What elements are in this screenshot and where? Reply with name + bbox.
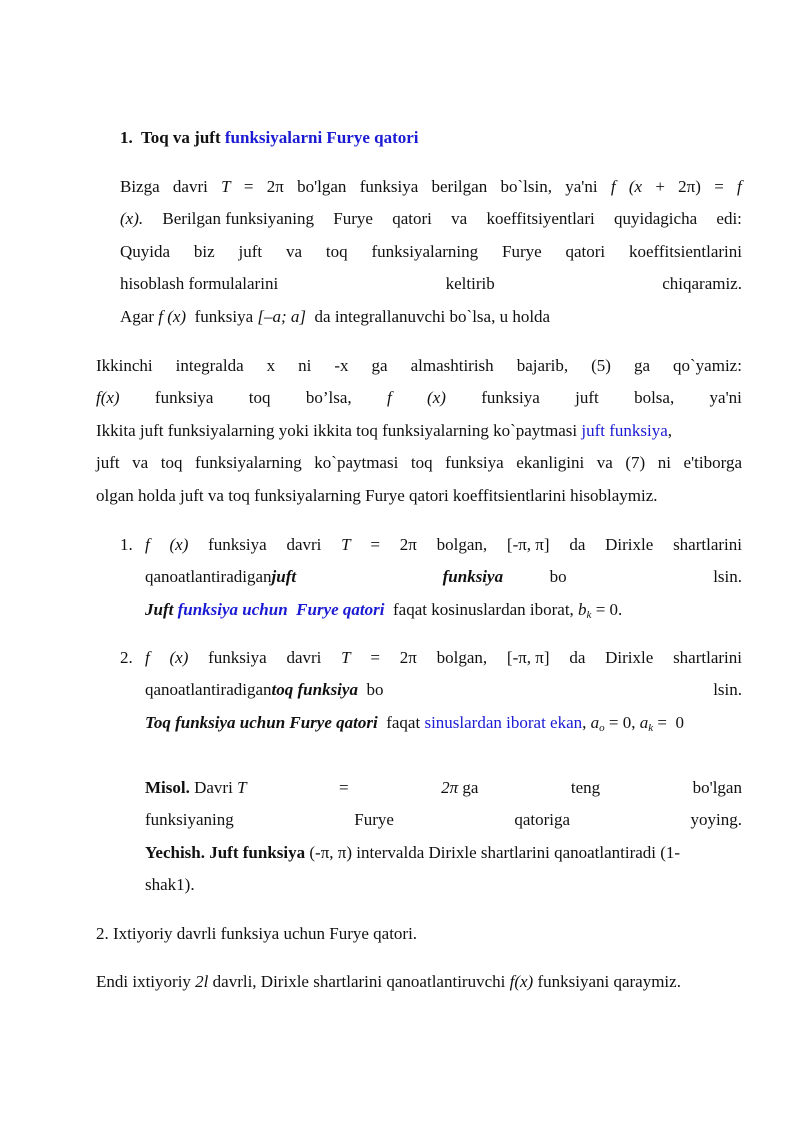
word: edi: (716, 209, 742, 228)
word: funksiya (154, 388, 214, 407)
word: koeffitsientlarini (629, 242, 742, 261)
word: da (569, 535, 586, 554)
heading-number: 1. (120, 128, 133, 147)
word: toq (160, 453, 183, 472)
p1-line-5 (120, 307, 550, 327)
word: ni (657, 453, 671, 472)
word: funksiya (297, 680, 358, 699)
word: juft (271, 567, 297, 586)
word: = (339, 778, 349, 797)
word: ko`paytmasi (314, 453, 399, 472)
word: davri (286, 648, 322, 667)
item-2-line-1 (145, 648, 742, 668)
section-1-heading (120, 128, 419, 148)
word: e'tiborga (683, 453, 742, 472)
p2-line-5 (96, 486, 658, 506)
p1-line-4 (120, 274, 742, 294)
list-number: 2. (120, 648, 133, 667)
word: 2π (399, 648, 417, 667)
word: (x (628, 177, 643, 196)
text: = (657, 713, 667, 732)
word: toq (410, 453, 433, 472)
p2-line-4 (96, 453, 742, 473)
list-number: 1. (120, 535, 133, 554)
section-2-heading (96, 924, 417, 944)
heading-link[interactable]: funksiyalarni Furye qatori (224, 128, 419, 147)
word: shartlarini (673, 648, 742, 667)
juft-funksiya-link[interactable]: juft funksiya (581, 421, 668, 440)
item-2-line-2 (145, 680, 742, 700)
word: ga (371, 356, 388, 375)
heading-black: Toq va juft (140, 128, 221, 147)
word: juft (96, 453, 120, 472)
text: (-π, π) intervalda Dirixle shartlarini qanoatlantiradi (1- (309, 843, 681, 862)
word: ya'ni (565, 177, 598, 196)
word: f (386, 388, 392, 407)
word: bolsa, (634, 388, 675, 407)
text: Toq funksiya uchun Furye qatori (145, 713, 378, 732)
word: qatoriga (514, 810, 571, 829)
misol-line-3 (145, 843, 680, 863)
word: toq (271, 680, 294, 699)
item-2-number (120, 648, 133, 668)
word: [–a; a] (257, 307, 307, 326)
text: 0 (675, 713, 684, 732)
word: yoying. (690, 810, 742, 829)
word: f (x) (158, 307, 187, 326)
comma: , (667, 421, 673, 440)
word: bo'lgan (692, 778, 742, 797)
word: + (655, 177, 665, 196)
text: olgan holda juft va toq funksiyalarning Furye qatori koeffitsientlarini hisoblaymiz. (96, 486, 658, 505)
word: funksiya (445, 453, 504, 472)
word: T (221, 177, 231, 196)
word: Juft (145, 600, 174, 619)
subscript: o (599, 722, 605, 734)
word: va (451, 209, 468, 228)
section-2-paragraph (96, 972, 681, 992)
word: (x) (169, 535, 189, 554)
word: bo (366, 680, 384, 699)
word: almashtirish (410, 356, 494, 375)
p2-line-1 (96, 356, 742, 376)
blue-text[interactable]: sinuslardan iborat ekan (424, 713, 583, 732)
word: f (610, 177, 616, 196)
word: funksiya (208, 648, 267, 667)
word: koeffitsiyentlari (486, 209, 595, 228)
word: berilgan (431, 177, 488, 196)
misol-line-1 (145, 778, 742, 798)
word: lsin. (713, 680, 742, 699)
word: f(x) (96, 388, 120, 407)
word: bolgan, (436, 535, 488, 554)
word: qatori (565, 242, 606, 261)
var: 2l (195, 972, 209, 991)
word: funksiya (208, 535, 267, 554)
word: funksiya (442, 567, 504, 586)
word: bo'lgan (297, 177, 347, 196)
word: T (341, 648, 351, 667)
text: Ikkita juft funksiyalarning yoki ikkita toq funksiyalarning ko`paytmasi (96, 421, 578, 440)
word: teng (570, 778, 601, 797)
yechish-label: Yechish. Juft funksiya (145, 843, 306, 862)
word: qanoatlantiradigan (145, 680, 272, 699)
word: biz (193, 242, 215, 261)
word: Dirixle (605, 648, 654, 667)
word: (7) (625, 453, 646, 472)
word: f (145, 648, 150, 667)
word: T (341, 535, 351, 554)
word: Dirixle (605, 535, 654, 554)
misol-line-2 (145, 810, 742, 830)
word: -x (334, 356, 349, 375)
word: [-π, π] (506, 535, 550, 554)
item-1-line-2 (145, 567, 742, 587)
word: shartlarini (673, 535, 742, 554)
item-1-line-3 (145, 600, 622, 620)
word: bolgan, (436, 648, 488, 667)
word: Agar (120, 307, 154, 326)
comma: , (582, 713, 587, 732)
word: Davri (194, 778, 233, 797)
word: lsin. (713, 567, 742, 586)
word: da integrallanuvchi bo`lsa, u holda (314, 307, 551, 326)
word: ga (462, 778, 479, 797)
word: va (132, 453, 149, 472)
word: va (285, 242, 303, 261)
word: qanoatlantiradigan (145, 567, 272, 586)
word: Furye (354, 810, 394, 829)
word: Furye (501, 242, 542, 261)
word: (5) (591, 356, 611, 375)
word: ekanligini (516, 453, 585, 472)
word: funksiya (359, 177, 419, 196)
item-2-line-3 (145, 713, 684, 733)
word: bajarib, (516, 356, 569, 375)
p1-line-2 (120, 209, 742, 229)
word: juft (575, 388, 599, 407)
word: 2π) (678, 177, 701, 196)
text: faqat kosinuslardan iborat, (392, 600, 574, 619)
var: f(x) (509, 972, 534, 991)
text: funksiyani qaraymiz. (537, 972, 681, 991)
word: Bizga (120, 177, 160, 196)
heading-text: 2. Ixtiyoriy davrli funksiya uchun Furye qatori. (96, 924, 418, 943)
text: = 0, (608, 713, 636, 732)
word: (x) (169, 648, 189, 667)
word: ga (633, 356, 651, 375)
word: = (714, 177, 724, 196)
word: keltirib (445, 274, 495, 293)
word: Quyida (120, 242, 171, 261)
word: davri (286, 535, 322, 554)
p2-line-2 (96, 388, 742, 408)
blue-text[interactable]: funksiya uchun (177, 600, 288, 619)
misol-line-4 (145, 875, 195, 895)
word: f (145, 535, 150, 554)
subscript: k (586, 609, 592, 621)
text: davrli, Dirixle shartlarini qanoatlantiruvchi (212, 972, 506, 991)
blue-text[interactable]: Furye qatori (296, 600, 385, 619)
text: = 0. (595, 600, 623, 619)
p1-line-1 (120, 177, 742, 197)
word: = (243, 177, 254, 196)
word: chiqaramiz. (662, 274, 742, 293)
word: davri (172, 177, 208, 196)
word: 2π (266, 177, 284, 196)
var: a (590, 713, 600, 732)
word: qo`yamiz: (673, 356, 742, 375)
word: (x) (427, 388, 446, 407)
word: funksiyalarning (371, 242, 479, 261)
word: funksiyaning (145, 810, 234, 829)
word: = (370, 535, 380, 554)
word: ni (298, 356, 312, 375)
text: shak1). (145, 875, 195, 894)
word: juft (238, 242, 263, 261)
subscript: k (648, 722, 654, 734)
word: [-π, π] (506, 648, 550, 667)
word: quyidagicha (614, 209, 698, 228)
word: toq (248, 388, 271, 407)
word: hisoblash formulalarini (120, 274, 279, 293)
word: funksiya (194, 307, 254, 326)
text: faqat (386, 713, 421, 732)
word: ya'ni (709, 388, 742, 407)
word: (x). (120, 209, 144, 228)
word: T (237, 778, 247, 797)
word: va (596, 453, 613, 472)
word: x (266, 356, 276, 375)
word: toq (325, 242, 348, 261)
p2-line-3 (96, 421, 672, 441)
var: a (639, 713, 649, 732)
word: 2π (399, 535, 417, 554)
var: b (578, 600, 587, 619)
word: bo’lsa, (305, 388, 352, 407)
word: Furye (333, 209, 373, 228)
item-1-line-1 (145, 535, 742, 555)
word: f (737, 177, 742, 196)
word: bo`lsin, (500, 177, 552, 196)
word: funksiyalarning (195, 453, 302, 472)
misol-label: Misol. (145, 778, 190, 797)
word: da (569, 648, 586, 667)
word: qatori (392, 209, 432, 228)
word: Berilgan funksiyaning (162, 209, 314, 228)
word: Ikkinchi (96, 356, 153, 375)
word: bo (549, 567, 567, 586)
word: = (370, 648, 380, 667)
word: funksiya (481, 388, 540, 407)
item-1-number (120, 535, 133, 555)
word: 2π (441, 778, 459, 797)
word: integralda (175, 356, 244, 375)
p1-line-3 (120, 242, 742, 262)
text: Endi ixtiyoriy (96, 972, 191, 991)
